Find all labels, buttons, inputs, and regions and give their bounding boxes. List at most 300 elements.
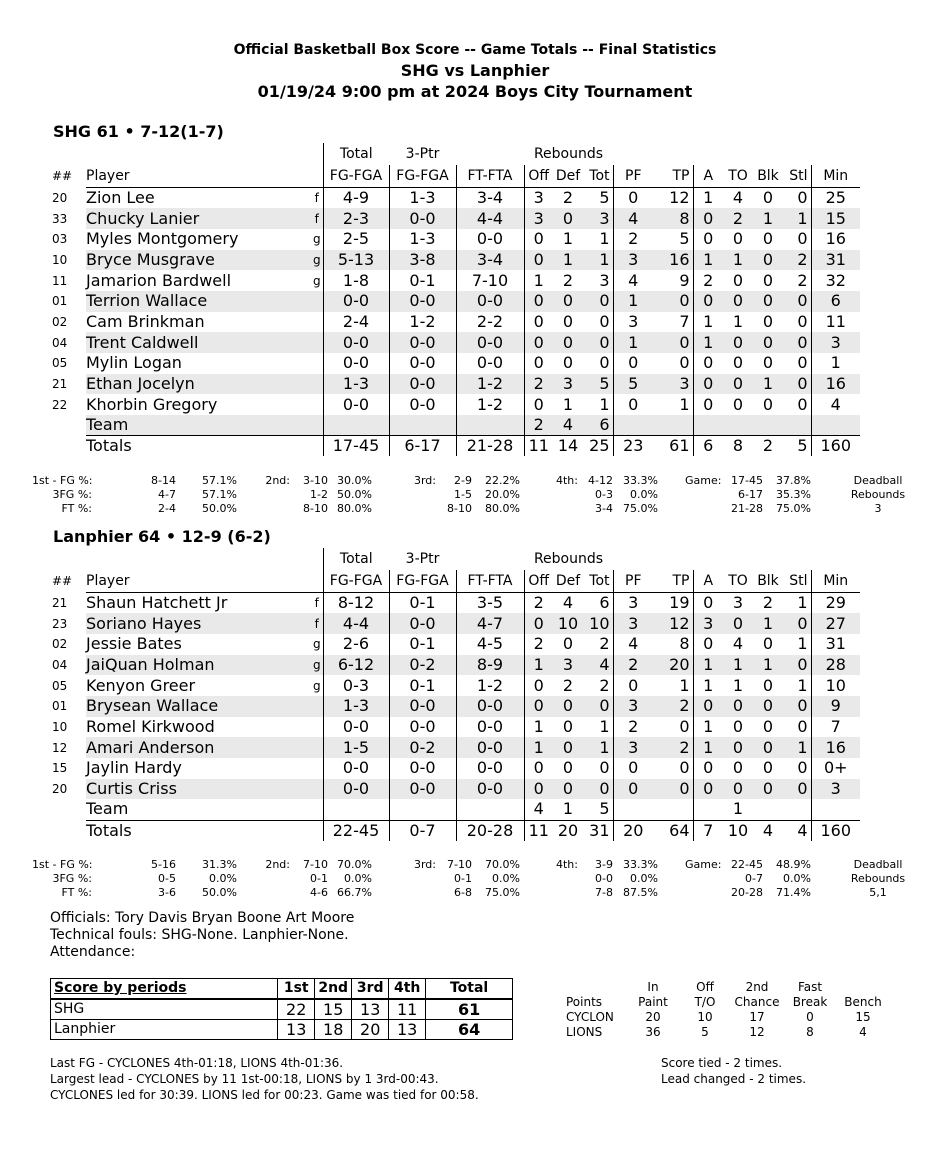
stat-a: 1 (693, 332, 723, 353)
pct-value: 30.0% (337, 474, 372, 487)
team-pf (613, 799, 653, 820)
stat-pf: 0 (628, 394, 639, 414)
jersey-number: 20 (52, 779, 86, 800)
report-title: Official Basketball Box Score -- Game Totals -- Final Statistics (233, 42, 717, 58)
stat-def: 1 (553, 250, 583, 271)
stat-tp: 0-0 (389, 208, 456, 229)
stat-pf: 1 (613, 291, 653, 312)
stat-min: 4 (830, 394, 841, 414)
period-score: 22 (278, 999, 315, 1020)
stat-a: 0 (703, 634, 714, 654)
stat-to: 0 (732, 353, 744, 373)
header-a: A (693, 165, 723, 188)
pct-value: 48.9% (776, 858, 811, 871)
jersey-number: 02 (52, 314, 68, 329)
stat-to: 0 (732, 394, 744, 414)
player-row (52, 779, 860, 800)
pct-value: 6-17 (738, 488, 763, 501)
stat-blk: 1 (753, 655, 783, 676)
player-name: Trent Caldwell (86, 332, 311, 353)
player-name: Shaun Hatchett Jr (86, 593, 228, 613)
stat-off: 0 (524, 613, 553, 634)
header-off: Off (524, 165, 553, 188)
pct-value: 37.8% (776, 474, 811, 487)
stat-to: 0 (732, 229, 744, 249)
total-stl: 4 (783, 820, 811, 841)
team-pts (653, 415, 693, 436)
points-value: T/O (694, 995, 716, 1009)
stat-pf: 0 (613, 779, 653, 800)
pct-value: FT %: (61, 886, 92, 899)
stat-tot: 5 (583, 374, 613, 395)
jersey-number: 12 (52, 737, 86, 758)
stat-def: 3 (553, 655, 583, 676)
team-tot: 6 (583, 415, 613, 436)
stat-def: 0 (562, 716, 574, 736)
stat-stl: 0 (783, 291, 811, 312)
points-row (560, 1025, 890, 1040)
player-name: Terrion Wallace (86, 291, 311, 312)
stat-blk: 1 (753, 374, 783, 395)
stat-a: 1 (703, 716, 714, 736)
stat-min: 16 (811, 374, 860, 395)
stat-a: 0 (703, 394, 714, 414)
stat-def: 10 (553, 613, 583, 634)
stat-blk: 0 (753, 250, 783, 271)
stat-pf: 3 (613, 737, 653, 758)
pct-value: 50.0% (337, 488, 372, 501)
team-blk (753, 799, 783, 820)
stat-tot: 0 (583, 312, 613, 333)
stat-pts: 0 (653, 332, 693, 353)
pct-value: Deadball (853, 474, 903, 487)
stat-tp: 0-0 (389, 613, 456, 634)
stat-blk: 0 (762, 394, 774, 414)
player-row (52, 332, 860, 353)
pct-value: 5,1 (869, 886, 887, 899)
stat-blk: 0 (753, 332, 783, 353)
player-position: f (314, 191, 319, 206)
stat-def: 0 (562, 634, 574, 654)
pct-value: 3rd: (413, 474, 436, 487)
stat-pf: 3 (613, 613, 653, 634)
stat-pts: 0 (653, 291, 693, 312)
stat-a: 0 (693, 374, 723, 395)
player-row (52, 634, 860, 655)
stat-min: 31 (811, 250, 860, 271)
stat-off: 0 (524, 291, 553, 312)
pct-value: Game: (685, 858, 722, 871)
player-row (52, 613, 860, 634)
stat-pf: 2 (628, 716, 639, 736)
stat-fg: 8-12 (323, 593, 389, 614)
total-pts: 64 (653, 820, 693, 841)
pct-value: 21-28 (731, 502, 763, 515)
stat-off: 3 (533, 188, 544, 208)
spacer (311, 570, 323, 593)
jersey-number: 10 (52, 719, 68, 734)
spacer (86, 143, 311, 165)
pct-value: 0-0 (595, 872, 613, 885)
pct-value: 80.0% (337, 502, 372, 515)
jersey-number: 04 (52, 332, 86, 353)
player-row (52, 675, 860, 696)
stat-a: 0 (693, 291, 723, 312)
stat-pts: 0 (653, 758, 693, 779)
player-position (311, 374, 323, 395)
stat-blk: 0 (753, 737, 783, 758)
stat-def: 2 (562, 188, 574, 208)
header-player: Player (86, 165, 311, 188)
stat-min: 29 (825, 593, 846, 613)
points-value: 0 (806, 1010, 814, 1024)
stat-stl: 0 (783, 655, 811, 676)
total-tot: 31 (583, 820, 613, 841)
score-by-periods-table (50, 978, 513, 1040)
stat-a: 0 (693, 696, 723, 717)
player-position (311, 394, 323, 415)
points-value: 2nd (745, 980, 769, 994)
header-a: A (693, 570, 723, 593)
team-tot: 5 (583, 799, 613, 820)
player-position (311, 779, 323, 800)
period-score: 15 (315, 999, 352, 1020)
team-blk (753, 415, 783, 436)
stat-to: 1 (732, 675, 744, 695)
stat-min: 0+ (823, 758, 848, 778)
team-label: Team (86, 415, 311, 436)
stat-fg: 4-9 (323, 188, 389, 209)
header-tp: FG-FGA (389, 165, 456, 188)
pct-value: 75.0% (776, 502, 811, 515)
spacer (723, 548, 753, 570)
jersey-number: 02 (52, 637, 68, 652)
stat-tot: 1 (583, 250, 613, 271)
spacer (783, 548, 811, 570)
stat-blk: 0 (762, 188, 774, 208)
last-fg: Last FG - CYCLONES 4th-01:18, LIONS 4th-01:36. (50, 1056, 344, 1070)
pct-value: 7-8 (595, 886, 613, 899)
stat-ft: 1-2 (456, 394, 524, 415)
player-position (311, 291, 323, 312)
stat-blk: 2 (762, 593, 774, 613)
stat-tp: 1-3 (389, 188, 456, 209)
spacer (311, 165, 323, 188)
stat-fg: 0-0 (323, 332, 389, 353)
total-a: 6 (693, 436, 723, 457)
stat-min: 16 (825, 229, 846, 249)
total-stl: 5 (783, 436, 811, 457)
points-value: Points (566, 995, 603, 1009)
stat-off: 0 (533, 229, 544, 249)
stat-ft: 0-0 (456, 229, 524, 250)
team-ft (456, 799, 524, 820)
stat-blk: 0 (762, 270, 774, 290)
stat-off: 2 (533, 593, 544, 613)
stat-off: 0 (533, 394, 544, 414)
pct-value: 0-1 (310, 872, 328, 885)
header-ft: FT-FTA (456, 570, 524, 593)
points-value: Break (792, 995, 828, 1009)
stat-pf: 3 (613, 250, 653, 271)
stat-pf: 1 (613, 332, 653, 353)
stat-min: 1 (830, 353, 841, 373)
points-row (560, 995, 890, 1010)
team-a (693, 799, 723, 820)
pct-value: 1-5 (454, 488, 472, 501)
stat-fg: 2-5 (323, 229, 389, 250)
officials: Officials: Tory Davis Bryan Boone Art Moore (50, 910, 355, 926)
spacer (311, 820, 323, 841)
stat-min: 9 (811, 696, 860, 717)
player-position: g (311, 655, 323, 676)
stat-def: 0 (562, 353, 574, 373)
team-row (52, 799, 860, 820)
stat-to: 0 (732, 716, 744, 736)
player-row (52, 208, 860, 229)
stat-ft: 3-4 (456, 188, 524, 209)
stat-min: 3 (811, 332, 860, 353)
stat-a: 0 (703, 593, 714, 613)
pct-value: 3FG %: (52, 872, 92, 885)
points-value: LIONS (566, 1025, 603, 1039)
pct-value: 75.0% (623, 502, 658, 515)
team-off: 4 (533, 799, 544, 819)
pct-value: 4-12 (588, 474, 613, 487)
pct-value: 1st - FG %: (32, 858, 93, 871)
header-blk: Blk (753, 570, 783, 593)
team-def: 1 (562, 799, 574, 819)
jersey-number: 01 (52, 291, 86, 312)
header-ft: FT-FTA (456, 165, 524, 188)
stat-tot: 0 (583, 779, 613, 800)
stat-pf: 4 (628, 634, 639, 654)
team-tp (389, 415, 456, 436)
stat-pts: 0 (653, 353, 693, 374)
stat-fg: 1-8 (323, 270, 389, 291)
stat-tot: 4 (583, 655, 613, 676)
period-header: 4th (389, 979, 426, 999)
stat-min: 10 (825, 675, 846, 695)
stat-min: 3 (811, 779, 860, 800)
points-value: 5 (701, 1025, 709, 1039)
stat-def: 0 (553, 779, 583, 800)
header-num: ## (52, 574, 73, 589)
header-off: Off (524, 570, 553, 593)
stat-ft: 1-2 (456, 374, 524, 395)
spacer (783, 143, 811, 165)
team-fg (323, 415, 389, 436)
points-row (560, 980, 890, 995)
pct-value: 0-3 (595, 488, 613, 501)
stat-tp: 0-1 (389, 270, 456, 291)
spacer (52, 548, 86, 570)
stat-to: 1 (732, 311, 744, 331)
stat-fg: 0-0 (323, 779, 389, 800)
pct-value: 50.0% (202, 502, 237, 515)
stat-tot: 10 (583, 613, 613, 634)
spacer (693, 143, 723, 165)
pct-value: 0.0% (344, 872, 372, 885)
stat-def: 0 (553, 696, 583, 717)
team-tp (389, 799, 456, 820)
stat-tot: 5 (583, 188, 613, 209)
pct-value: 80.0% (485, 502, 520, 515)
total-pf: 20 (613, 820, 653, 841)
pct-value: 2nd: (265, 474, 290, 487)
stat-stl: 0 (783, 332, 811, 353)
pct-value: 3rd: (413, 858, 436, 871)
stat-ft: 0-0 (456, 737, 524, 758)
header-3ptr: 3-Ptr (405, 551, 440, 567)
stat-tp: 0-2 (389, 737, 456, 758)
stat-stl: 0 (783, 353, 811, 374)
stat-stl: 1 (783, 675, 811, 696)
stat-pts: 7 (653, 312, 693, 333)
stat-tot: 2 (583, 634, 613, 655)
total-to: 10 (723, 820, 753, 841)
pct-value: 17-45 (731, 474, 763, 487)
stat-tp: 0-0 (389, 394, 456, 415)
stat-ft: 8-9 (456, 655, 524, 676)
spacer (311, 436, 323, 457)
pct-row (32, 474, 903, 488)
header-pf: PF (613, 165, 653, 188)
box-score-table-shg (52, 143, 860, 456)
stat-off: 2 (533, 634, 544, 654)
stat-a: 0 (703, 758, 714, 778)
stat-pts: 1 (653, 394, 693, 415)
period-header: Total (426, 979, 513, 999)
pct-value: 7-10 (303, 858, 328, 871)
stat-ft: 2-2 (456, 312, 524, 333)
stat-fg: 1-3 (323, 696, 389, 717)
stat-off: 0 (524, 696, 553, 717)
stat-fg: 0-0 (323, 353, 389, 374)
header-def: Def (553, 165, 583, 188)
totals-row (52, 820, 860, 841)
stat-min: 11 (825, 311, 846, 331)
pct-value: 33.3% (623, 858, 658, 871)
stat-tp: 0-0 (389, 332, 456, 353)
player-position (311, 696, 323, 717)
attendance: Attendance: (50, 944, 136, 960)
points-value: In (647, 980, 659, 994)
jersey-number: 05 (52, 678, 68, 693)
team-stl (783, 415, 811, 436)
team-row (52, 415, 860, 436)
stat-tot: 1 (583, 229, 613, 250)
header-tp: FG-FGA (389, 570, 456, 593)
stat-stl: 1 (783, 208, 811, 229)
spacer (653, 548, 693, 570)
player-row (52, 270, 860, 291)
stat-a: 1 (703, 188, 714, 208)
score-tied: Score tied - 2 times. (661, 1056, 783, 1070)
total-off: 11 (524, 436, 553, 457)
team-def: 4 (553, 415, 583, 436)
player-name: Kenyon Greer (86, 675, 196, 695)
stat-fg: 2-6 (323, 634, 389, 655)
stat-blk: 0 (762, 311, 774, 331)
stat-stl: 0 (783, 394, 811, 415)
pct-value: 0-1 (454, 872, 472, 885)
stat-pf: 4 (613, 208, 653, 229)
stat-tp: 1-3 (389, 229, 456, 250)
stat-ft: 4-7 (456, 613, 524, 634)
pct-value: 71.4% (776, 886, 811, 899)
pct-value: 1st - FG %: (32, 474, 93, 487)
points-value: Bench (844, 995, 882, 1009)
stat-to: 1 (723, 655, 753, 676)
pct-value: 3-4 (595, 502, 613, 515)
stat-tot: 0 (583, 758, 613, 779)
total-ft: 21-28 (456, 436, 524, 457)
pct-value: 70.0% (337, 858, 372, 871)
stat-pf: 2 (628, 229, 639, 249)
header-total: Total (323, 548, 389, 570)
pct-value: 3FG %: (52, 488, 92, 501)
header-3ptr: 3-Ptr (405, 146, 440, 162)
stat-a: 3 (693, 613, 723, 634)
stat-ft: 0-0 (456, 696, 524, 717)
stat-def: 0 (553, 208, 583, 229)
stat-tp: 0-0 (389, 779, 456, 800)
pct-value: 8-10 (447, 502, 472, 515)
total-to: 8 (723, 436, 753, 457)
spacer (52, 436, 86, 457)
spacer (86, 548, 311, 570)
pct-value: 0.0% (630, 872, 658, 885)
jersey-number: 33 (52, 208, 86, 229)
player-row (52, 758, 860, 779)
stat-a: 1 (703, 675, 714, 695)
pct-value: 3-9 (595, 858, 613, 871)
team-label: Team (86, 799, 129, 819)
pct-value: Rebounds (850, 488, 906, 501)
total-def: 14 (553, 436, 583, 457)
header-rebounds: Rebounds (533, 146, 604, 162)
total-min: 160 (811, 820, 860, 841)
stat-stl: 0 (783, 717, 811, 738)
pct-value: 50.0% (202, 886, 237, 899)
stat-to: 0 (732, 270, 744, 290)
jersey-number: 23 (52, 613, 86, 634)
period-header: 2nd (315, 979, 352, 999)
player-row (52, 737, 860, 758)
stat-to: 0 (723, 737, 753, 758)
spacer (753, 548, 783, 570)
spacer (693, 548, 723, 570)
stat-off: 0 (533, 675, 544, 695)
points-value: Paint (638, 995, 668, 1009)
player-name: Jessie Bates (86, 634, 182, 654)
stat-stl: 0 (783, 374, 811, 395)
player-row (52, 353, 860, 374)
player-name: Chucky Lanier (86, 208, 311, 229)
pct-value: 75.0% (485, 886, 520, 899)
totals-label: Totals (86, 820, 311, 841)
header-stl: Stl (783, 165, 811, 188)
spacer (311, 799, 323, 820)
stat-def: 3 (553, 374, 583, 395)
team-stl (783, 799, 811, 820)
period-header: 1st (278, 979, 315, 999)
pct-value: 6-8 (454, 886, 472, 899)
stat-tot: 1 (583, 737, 613, 758)
header-to: TO (723, 165, 753, 188)
pct-value: 3 (874, 502, 882, 515)
